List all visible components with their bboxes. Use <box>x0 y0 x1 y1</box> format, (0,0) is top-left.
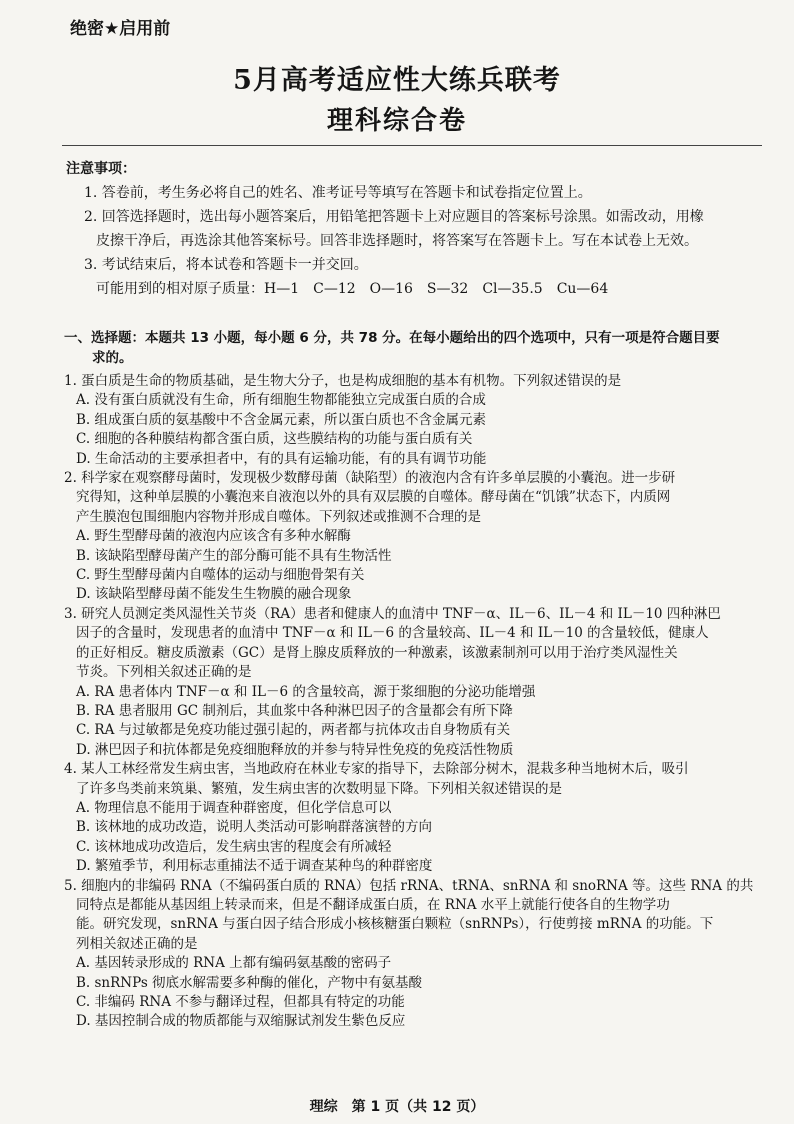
question-2-stem-line1: 2. 科学家在观察酵母菌时，发现极少数酵母菌（缺陷型）的液泡内含有许多单层膜的小囊泡。进一步研 <box>64 470 676 487</box>
question-5 <box>64 877 754 1032</box>
question-list <box>64 372 754 1032</box>
instruction-2-line1: 2. 回答选择题时，选出每小题答案后，用铅笔把答题卡上对应题目的答案标号涂黑。如需改动，用橡 <box>84 209 704 225</box>
question-2-stem-line2: 究得知，这种单层膜的小囊泡来自液泡以外的具有双层膜的自噬体。酵母菌在“饥饿”状态下，内质网 <box>76 489 671 506</box>
question-2-option-a: A. 野生型酵母菌的液泡内应该含有多种水解酶 <box>76 528 351 545</box>
question-1-option-c: C. 细胞的各种膜结构都含蛋白质，这些膜结构的功能与蛋白质有关 <box>76 431 473 448</box>
question-4-option-c: C. 该林地成功改造后，发生病虫害的程度会有所减轻 <box>76 838 392 855</box>
atomic-masses: 可能用到的相对原子质量：H—1 C—12 O—16 S—32 Cl—35.5 Cu—64 <box>96 281 609 297</box>
question-3-stem-line2: 因子的含量时，发现患者的血清中 TNF－α 和 IL－6 的含量较高、IL－4 和 IL－10 的含量较低，健康人 <box>76 625 709 642</box>
question-4 <box>64 760 754 876</box>
question-2 <box>64 469 754 605</box>
question-3 <box>64 605 754 760</box>
question-3-option-b: B. RA 患者服用 GC 制剂后，其血浆中各种淋巴因子的含量都会有所下降 <box>76 702 513 719</box>
question-4-option-a: A. 物理信息不能用于调查种群密度，但化学信息可以 <box>76 799 392 816</box>
question-5-stem-line4: 列相关叙述正确的是 <box>76 935 198 952</box>
question-5-stem-line3: 能。研究发现，snRNA 与蛋白因子结合形成小核核糖蛋白颗粒（snRNPs），行使剪接 mRNA 的功能。下 <box>76 916 714 933</box>
header-divider <box>62 145 762 146</box>
question-2-option-d: D. 该缺陷型酵母菌不能发生生物膜的融合现象 <box>76 586 352 603</box>
question-5-option-c: C. 非编码 RNA 不参与翻译过程，但都具有特定的功能 <box>76 994 405 1010</box>
question-5-stem-line2: 同特点是都能从基因组上转录而来，但是不翻译成蛋白质，在 RNA 水平上就能行使各自的生物学功 <box>76 896 670 913</box>
question-3-stem-line1: 3. 研究人员测定类风湿性关节炎（RA）患者和健康人的血清中 TNF－α、IL－6、IL－4 和 IL－10 四种淋巴 <box>64 605 721 622</box>
question-5-option-a: A. 基因转录形成的 RNA 上都有编码氨基酸的密码子 <box>76 955 392 972</box>
exam-title: 5月高考适应性大练兵联考 <box>233 65 561 96</box>
question-2-stem-line3: 产生膜泡包围细胞内容物并形成自噬体。下列叙述或推测不合理的是 <box>76 508 481 525</box>
question-3-option-c: C. RA 与过敏都是免疫功能过强引起的，两者都与抗体攻击自身物质有关 <box>76 722 511 739</box>
exam-subtitle: 理科综合卷 <box>326 106 467 136</box>
question-3-stem-line4: 节炎。下列相关叙述正确的是 <box>76 664 252 681</box>
question-3-option-d: D. 淋巴因子和抗体都是免疫细胞释放的并参与特异性免疫的免疫活性物质 <box>76 741 514 758</box>
question-1-stem: 1. 蛋白质是生命的物质基础，是生物大分子，也是构成细胞的基本有机物。下列叙述错误的是 <box>64 373 622 389</box>
question-1-option-a: A. 没有蛋白质就没有生命，所有细胞生物都能独立完成蛋白质的合成 <box>76 392 486 409</box>
question-2-option-c: C. 野生型酵母菌内自噬体的运动与细胞骨架有关 <box>76 567 365 584</box>
question-3-option-a: A. RA 患者体内 TNF－α 和 IL－6 的含量较高，源于浆细胞的分泌功能增强 <box>76 683 536 700</box>
instruction-1: 1. 答卷前，考生务必将自己的姓名、准考证号等填写在答题卡和试卷指定位置上。 <box>84 185 592 201</box>
question-5-option-b: B. snRNPs 彻底水解需要多种酶的催化，产物中有氨基酸 <box>76 974 423 991</box>
question-5-stem-line1: 5. 细胞内的非编码 RNA（不编码蛋白质的 RNA）包括 rRNA、tRNA、snRNA 和 snoRNA 等。这些 RNA 的共 <box>64 877 754 894</box>
question-5-option-d: D. 基因控制合成的物质都能与双缩脲试剂发生紫色反应 <box>76 1013 406 1030</box>
instruction-2-line2: 皮擦干净后，再选涂其他答案标号。回答非选择题时，将答案写在答题卡上。写在本试卷上无效。 <box>96 233 698 249</box>
question-4-option-b: B. 该林地的成功改造，说明人类活动可影响群落演替的方向 <box>76 819 433 836</box>
instruction-3: 3. 考试结束后，将本试卷和答题卡一并交回。 <box>84 257 368 273</box>
section-heading-line2: 求的。 <box>92 350 133 366</box>
question-4-stem-line1: 4. 某人工林经常发生病虫害，当地政府在林业专家的指导下，去除部分树木，混栽多种当地树木后，吸引 <box>64 761 689 778</box>
secret-mark: 绝密★启用前 <box>70 19 171 39</box>
question-4-option-d: D. 繁殖季节，利用标志重捕法不适于调查某种鸟的种群密度 <box>76 858 433 875</box>
question-3-stem-line3: 的正好相反。糖皮质激素（GC）是肾上腺皮质释放的一种激素，该激素制剂可以用于治疗类风湿性关 <box>76 644 678 661</box>
instructions <box>66 157 756 301</box>
instructions-heading: 注意事项： <box>66 161 136 177</box>
question-4-stem-line2: 了许多鸟类前来筑巢、繁殖，发生病虫害的次数明显下降。下列相关叙述错误的是 <box>76 780 562 797</box>
section-heading-line1: 一、选择题：本题共 13 小题，每小题 6 分，共 78 分。在每小题给出的四个选项中，只有一项是符合题目要 <box>64 330 720 346</box>
question-1-option-d: D. 生命活动的主要承担者中，有的具有运输功能，有的具有调节功能 <box>76 450 487 467</box>
question-1-option-b: B. 组成蛋白质的氨基酸中不含金属元素，所以蛋白质也不含金属元素 <box>76 411 487 428</box>
question-1 <box>64 372 754 469</box>
page-footer: 理综 第 1 页（共 12 页） <box>309 1099 485 1115</box>
instruction-2 <box>66 205 756 253</box>
question-2-option-b: B. 该缺陷型酵母菌产生的部分酶可能不具有生物活性 <box>76 547 392 564</box>
section-heading <box>64 328 754 368</box>
